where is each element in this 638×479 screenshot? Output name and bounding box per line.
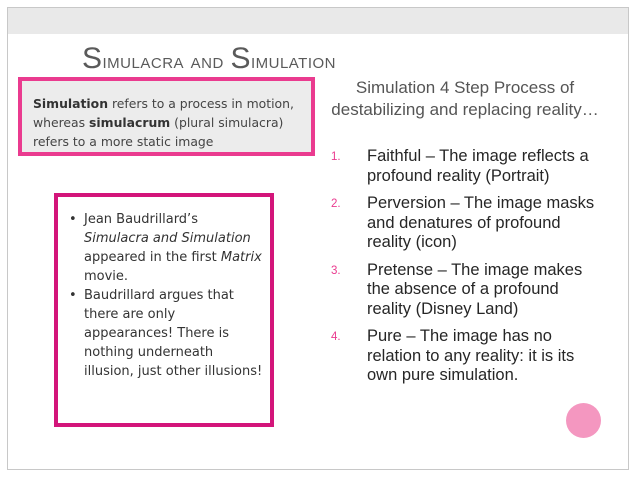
step-text: Pure – The image has no relation to any reality: it is its own pure simulation. [367, 327, 575, 384]
bullet-list [68, 210, 264, 381]
title-part: imulacra and [102, 48, 231, 73]
step-text: Pretense – The image makes the absence of a profound reality (Disney Land) [367, 260, 583, 318]
step-number: 2. [331, 198, 341, 210]
bullet-text-italic: Simulacra and Simulation [84, 231, 251, 246]
decorative-pink-dot [566, 403, 601, 438]
step-number: 3. [331, 264, 341, 277]
process-steps [331, 147, 601, 394]
slide-title [82, 42, 336, 76]
bullet-text: Jean Baudrillard’s [84, 212, 198, 227]
definition-term-simulacrum: simulacrum [89, 115, 171, 130]
bullet-text: appeared in the first [84, 250, 221, 265]
title-part: S [82, 42, 103, 75]
definition-text: refers to a process in motion, whereas [33, 96, 294, 130]
step-item [331, 194, 601, 253]
bullet-item [68, 286, 264, 381]
title-part: imulation [250, 48, 337, 73]
definition-term-simulation: Simulation [33, 96, 109, 111]
bullet-text-italic: Matrix [220, 250, 262, 265]
bullet-text: Baudrillard argues that there are only appearances! There is nothing underneath illusion, just other illusions! [84, 288, 263, 379]
step-text: Perversion – The image masks and denatures of profound reality (icon) [367, 194, 595, 251]
step-item [331, 147, 601, 186]
definition-box [18, 77, 315, 156]
step-text: Faithful – The image reflects a profound reality (Portrait) [367, 147, 589, 185]
title-part: S [230, 42, 251, 75]
bullet-item [68, 210, 264, 286]
bullet-text: movie. [84, 269, 129, 284]
process-intro: Simulation 4 Step Process of destabilizing and replacing reality… [331, 78, 599, 119]
step-item [331, 327, 601, 386]
baudrillard-box [54, 193, 274, 427]
step-item [331, 261, 601, 320]
definition-text: (plural simulacra) refers to a more static image [33, 115, 284, 149]
step-number: 4. [331, 331, 341, 343]
step-number: 1. [331, 151, 341, 163]
